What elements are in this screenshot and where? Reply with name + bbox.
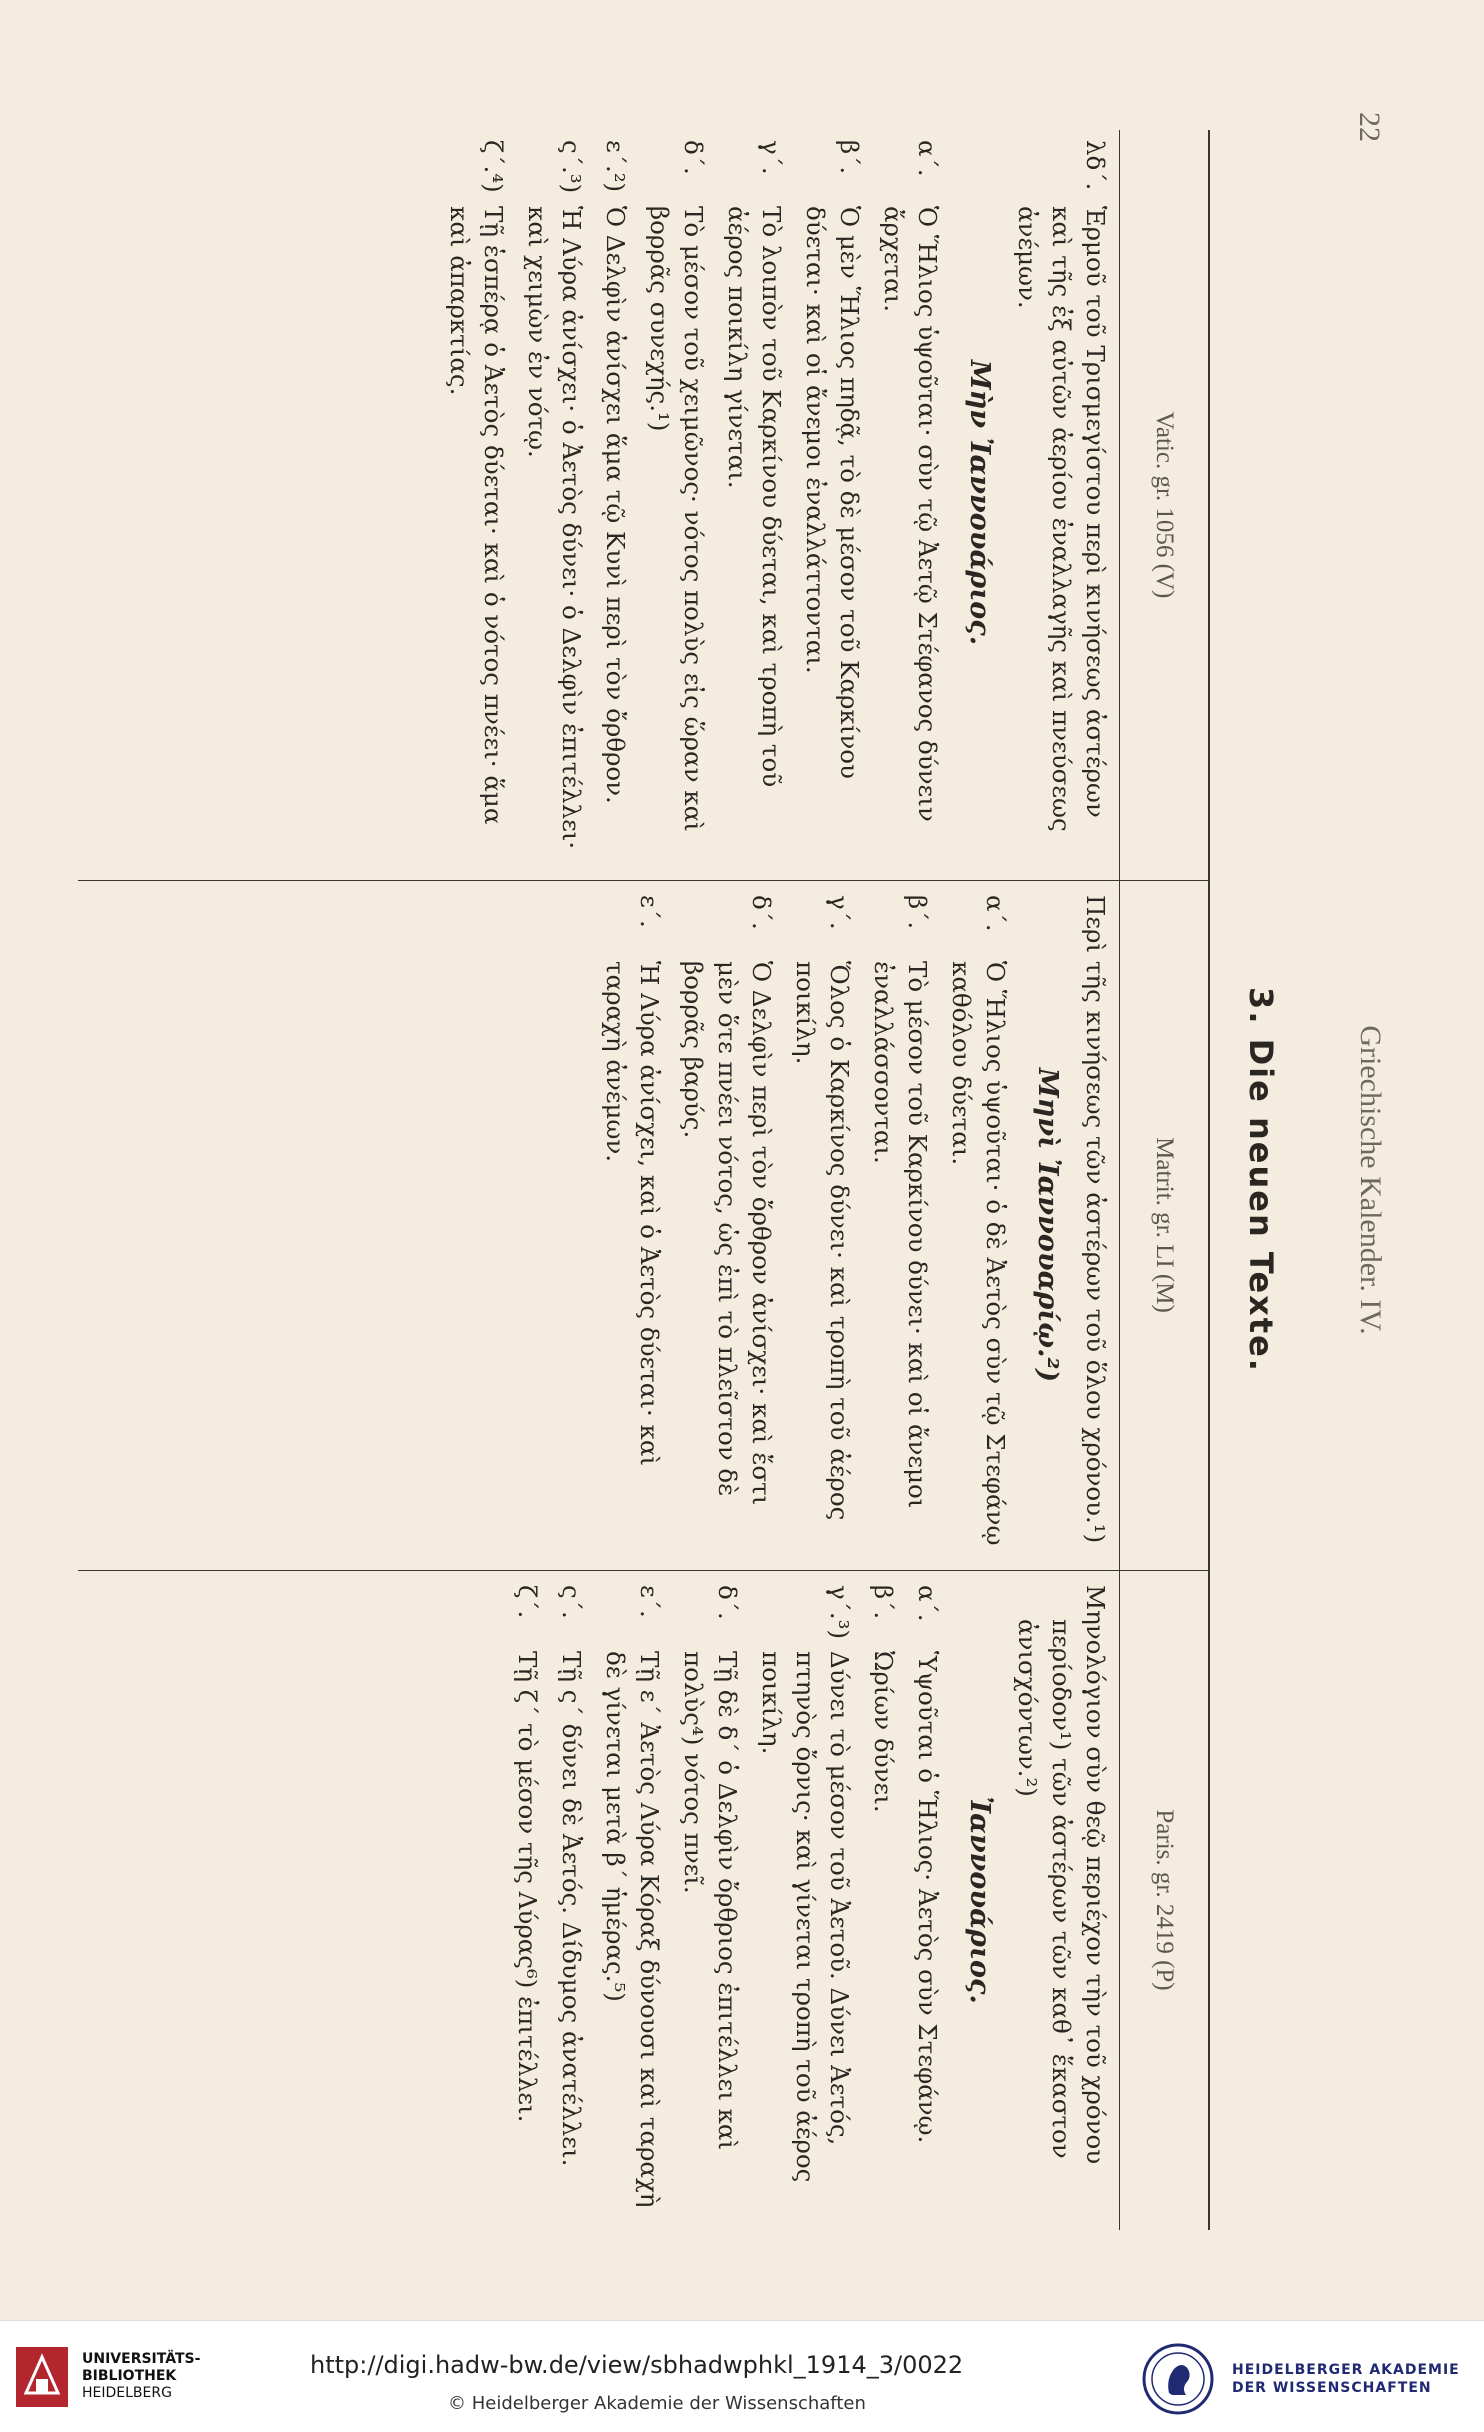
university-library-logo-icon bbox=[16, 2347, 68, 2407]
list-item bbox=[866, 895, 934, 1555]
entry-text: Ἡ Λύρα ἀνίσχει, καὶ ὁ Ἀετὸς δύεται· καὶ ταραχὴ ἀνέμων. bbox=[601, 961, 664, 1466]
rotated-page-content bbox=[70, 110, 1400, 2250]
academy-name-line: DER WISSENSCHAFTEN bbox=[1232, 2380, 1432, 2396]
list-item bbox=[876, 140, 944, 865]
library-name-line: UNIVERSITÄTS- bbox=[82, 2351, 201, 2367]
column-m bbox=[588, 895, 1112, 1555]
list-item bbox=[598, 895, 666, 1555]
entry-number: ζ΄. bbox=[513, 1585, 542, 1619]
entry-text: Τὸ μέσον τοῦ χειμῶνος· νότος πολὺς εἰς ὥραν καὶ βορρᾶς συνεχής.¹) bbox=[645, 206, 708, 832]
calendar-table bbox=[78, 130, 1210, 2230]
entry-number: ς΄.³) bbox=[557, 140, 586, 194]
list-item bbox=[510, 1585, 544, 2215]
entry-text: Τῇ δὲ δ΄ ὁ Δελφὶν ὄρθριος ἐπιτέλλει καὶ πολὺς⁴) νότος πνεῖ. bbox=[679, 1651, 742, 2151]
academy-name-line: HEIDELBERGER AKADEMIE bbox=[1232, 2362, 1460, 2378]
entry-text: Ὁ Ἥλιος ὑψοῦται· ὁ δὲ Ἀετὸς σὺν τῷ Στεφάνῳ καθόλου δύεται. bbox=[947, 961, 1010, 1546]
entry-number: ε΄. bbox=[635, 1585, 664, 1618]
entry-number: γ΄. bbox=[825, 895, 854, 930]
academy-seal-icon bbox=[1142, 2343, 1214, 2415]
list-item bbox=[554, 1585, 588, 2215]
month-heading: Μηνὶ Ἰαννουαρίῳ.²) bbox=[1032, 1067, 1063, 1383]
entry-number: λδ΄. bbox=[1081, 140, 1110, 191]
entry-text: Ὁ Ἥλιος ὑψοῦται· σὺν τῷ Ἀετῷ Στέφανος δύνειν ἄρχεται. bbox=[879, 206, 942, 822]
entry-number: β΄. bbox=[835, 140, 864, 175]
entry-number: α΄. bbox=[913, 140, 942, 177]
list-item bbox=[520, 140, 588, 865]
section-title: 3. Die neuen Texte. bbox=[1242, 987, 1280, 1373]
entry-text: Ὁ μὲν Ἥλιος πηδᾷ, τὸ δὲ μέσον τοῦ Καρκίνου δύεται· καὶ οἱ ἄνεμοι ἐναλλάττονται. bbox=[801, 206, 864, 779]
entry-text: Ὁ Δελφὶν ἀνίσχει ἅμα τῷ Κυνὶ περὶ τὸν ὄρθρον. bbox=[601, 206, 630, 804]
column-header-v: Vatic. gr. 1056 (V) bbox=[1151, 411, 1178, 599]
intro-entry bbox=[1010, 140, 1112, 865]
entry-number: ε΄. bbox=[635, 895, 664, 928]
entry-text: Τῇ ε΄ Ἀετὸς Λύρα Κόραξ δύνουσι καὶ ταραχὴ δὲ γίνεται μετὰ β΄ ἡμέρας.⁵) bbox=[601, 1651, 664, 2208]
copyright-notice: © Heidelberger Akademie der Wissenschaften bbox=[448, 2393, 866, 2414]
entry-number: α΄. bbox=[913, 1585, 942, 1622]
entry-text: Ἡ Λύρα ἀνίσχει· ὁ Ἀετὸς δύνει· ὁ Δελφὶν ἐπιτέλλει· καὶ χειμὼν ἐν νότῳ. bbox=[523, 206, 586, 850]
list-item bbox=[754, 1585, 856, 2215]
entry-number: δ΄. bbox=[713, 1585, 742, 1620]
entry-text: Δύνει τὸ μέσον τοῦ Ἀετοῦ. Δύνει Ἀετός, πτηνὸς ὄρνις· καὶ γίνεται τροπὴ τοῦ ἀέρος ποικίλη. bbox=[757, 1651, 854, 2183]
entry-number: γ΄. bbox=[757, 140, 786, 175]
library-name-line: BIBLIOTHEK bbox=[82, 2368, 177, 2384]
entry-number: ζ΄.⁴) bbox=[479, 140, 508, 193]
entry-text: Τῇ ἑσπέρᾳ ὁ Ἀετὸς δύεται· καὶ ὁ νότος πνέει· ἅμα καὶ ἀπαρκτίας. bbox=[445, 206, 508, 825]
entry-text: Τῇ ζ΄ τὸ μέσον τῆς Λύρας⁶) ἐπιτέλλει. bbox=[513, 1651, 542, 2123]
list-item bbox=[910, 1585, 944, 2215]
entry-text: Τὸ μέσον τοῦ Καρκίνου δύνει· καὶ οἱ ἄνεμοι ἐναλλάσσονται. bbox=[869, 961, 932, 1509]
library-name-line: HEIDELBERG bbox=[82, 2385, 172, 2401]
column-p bbox=[500, 1585, 1112, 2215]
viewer-footer bbox=[0, 2320, 1484, 2432]
permalink-url[interactable]: http://digi.hadw-bw.de/view/sbhadwphkl_1914_3/0022 bbox=[310, 2351, 964, 2379]
intro-text: Μηνολόγιον σὺν θεῷ περιέχον τὴν τοῦ χρόνου περίοδον¹) τῶν ἀστέρων τῶν καθ᾽ ἕκαστον ἀνισχόντων.²) bbox=[1013, 1585, 1110, 2165]
month-heading: Ἰαννουάριος. bbox=[964, 1796, 995, 2004]
list-item bbox=[598, 1585, 666, 2215]
list-item bbox=[642, 140, 710, 865]
list-item bbox=[598, 140, 632, 865]
entry-number: γ΄.³) bbox=[825, 1585, 854, 1640]
column-header-m: Matrit. gr. LI (M) bbox=[1151, 1137, 1178, 1313]
entry-number: ε΄.²) bbox=[601, 140, 630, 193]
list-item bbox=[788, 895, 856, 1555]
list-item bbox=[944, 895, 1012, 1555]
list-item bbox=[798, 140, 866, 865]
page-number: 22 bbox=[1353, 112, 1386, 142]
academy-name bbox=[1232, 2361, 1460, 2397]
column-divider bbox=[78, 1570, 1208, 1571]
list-item bbox=[720, 140, 788, 865]
university-library-name bbox=[82, 2351, 200, 2402]
entry-text: Τῇ ς΄ δύνει δὲ Ἀετός. Δίδυμος ἀνατέλλει. bbox=[557, 1651, 586, 2167]
entry-text: Ὑψοῦται ὁ Ἥλιος· Ἀετὸς σὺν Στεφάνῳ. bbox=[913, 1651, 942, 2144]
intro-text: Περὶ τῆς κινήσεως τῶν ἀστέρων τοῦ ὅλου χρόνου.¹) bbox=[1081, 895, 1110, 1544]
column-divider bbox=[78, 880, 1208, 881]
entry-number: α΄. bbox=[981, 895, 1010, 932]
list-item bbox=[866, 1585, 900, 2215]
entry-number: ς΄. bbox=[557, 1585, 586, 1619]
column-header-p: Paris. gr. 2419 (P) bbox=[1151, 1809, 1178, 1991]
month-heading: Μὴν Ἰαννουάριος. bbox=[964, 359, 995, 646]
running-head-title: Griechische Kalender. IV. bbox=[1354, 1025, 1387, 1335]
entry-text: Τὸ λοιπὸν τοῦ Καρκίνου δύεται, καὶ τροπὴ τοῦ ἀέρος ποικίλη γίνεται. bbox=[723, 206, 786, 788]
running-head bbox=[1340, 110, 1400, 2250]
entry-number: δ΄. bbox=[679, 140, 708, 175]
entry-number: δ΄. bbox=[747, 895, 776, 930]
entry-text: Ὠρίων δύνει. bbox=[869, 1651, 898, 1813]
column-v bbox=[432, 140, 1112, 865]
entry-text: Ὅλος ὁ Καρκίνος δύνει· καὶ τροπὴ τοῦ ἀέρος ποικίλη. bbox=[791, 961, 854, 1521]
header-rule bbox=[1119, 130, 1120, 2230]
intro-text: Ἑρμοῦ τοῦ Τρισμεγίστου περὶ κινήσεως ἀστέρων καὶ τῆς ἐξ αὐτῶν ἀερίου ἐναλλαγῆς καὶ πνεύσεως ἀνέμων. bbox=[1013, 206, 1110, 832]
entry-number: β΄. bbox=[903, 895, 932, 930]
entry-number: β΄. bbox=[869, 1585, 898, 1620]
entry-text: Ὁ Δελφὶν περὶ τὸν ὄρθρον ἀνίσχει· καὶ ἔστι μὲν ὅτε πνέει νότος, ὡς ἐπὶ τὸ πλεῖστον δὲ βορρᾶς βαρύς. bbox=[679, 961, 776, 1506]
list-item bbox=[442, 140, 510, 865]
list-item bbox=[676, 1585, 744, 2215]
list-item bbox=[676, 895, 778, 1555]
